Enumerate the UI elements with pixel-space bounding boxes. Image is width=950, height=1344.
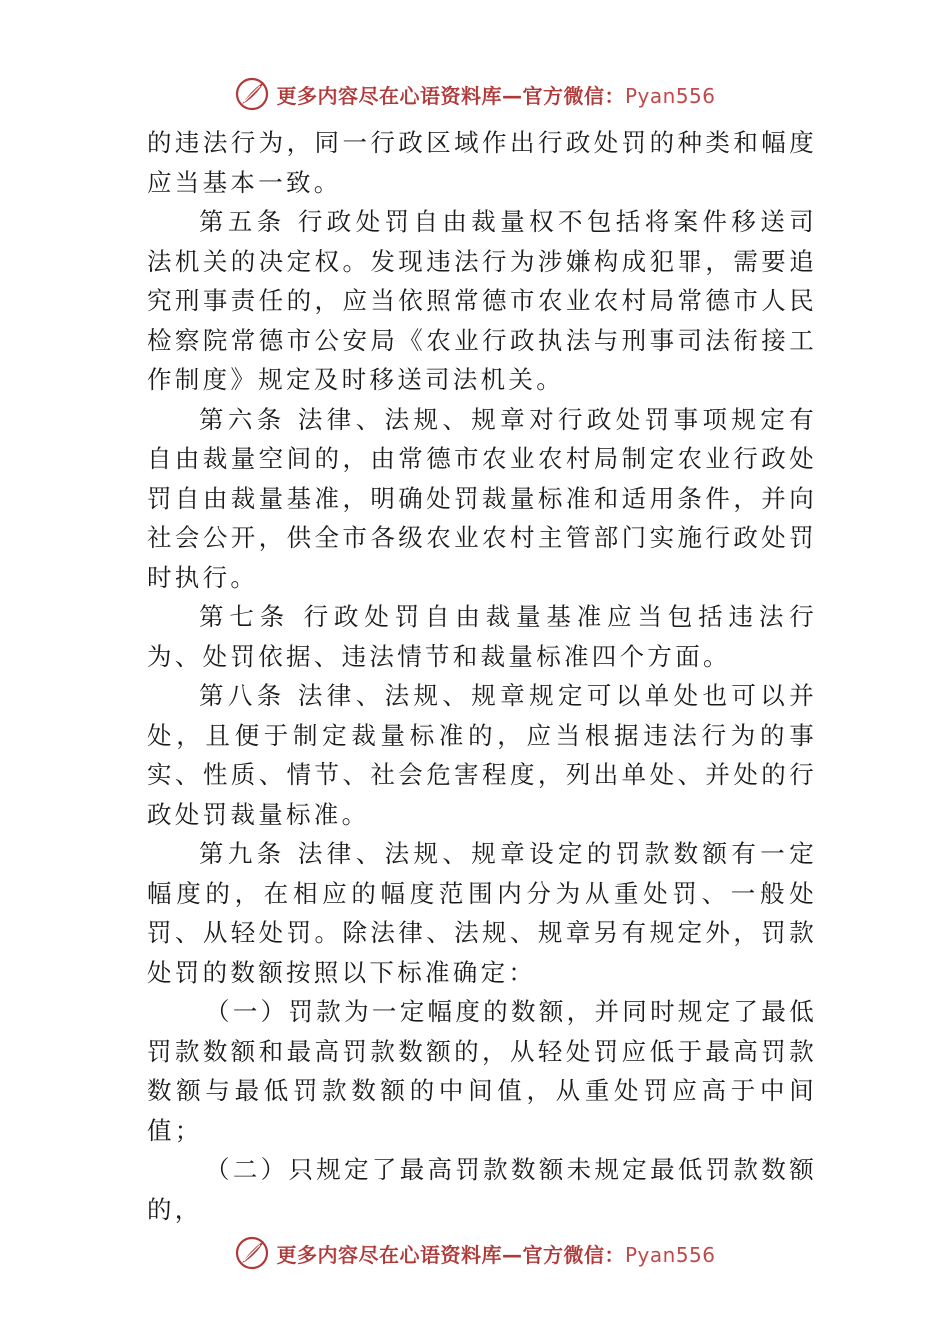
footer-text: 更多内容尽在心语资料库—官方微信：Pyan556 <box>276 1242 716 1267</box>
header-wechat-id: Pyan556 <box>624 83 716 108</box>
paragraph-continuation: 的违法行为，同一行政区域作出行政处罚的种类和幅度应当基本一致。 <box>147 128 817 197</box>
paragraph-article-9: 第九条 法律、法规、规章设定的罚款数额有一定幅度的，在相应的幅度范围内分为从重处罚、一般处罚、从轻处罚。除法律、法规、规章另有规定外，罚款处罚的数额按照以下标准确定： <box>147 839 817 987</box>
document-body <box>147 123 817 1229</box>
header-text: 更多内容尽在心语资料库—官方微信：Pyan556 <box>276 83 716 108</box>
header-banner <box>0 72 950 116</box>
footer-wechat-id: Pyan556 <box>624 1242 716 1267</box>
footer-banner <box>0 1231 950 1275</box>
paragraph-article-6: 第六条 法律、法规、规章对行政处罚事项规定有自由裁量空间的，由常德市农业农村局制定农业行政处罚自由裁量基准，明确处罚裁量标准和适用条件，并向社会公开，供全市各级农业农村主管部门实施行政处罚时执行。 <box>147 404 817 592</box>
quill-circle-logo-icon <box>234 1235 270 1271</box>
quill-circle-logo-icon <box>234 76 270 112</box>
paragraph-item-2: （二）只规定了最高罚款数额未规定最低罚款数额的， <box>147 1155 817 1224</box>
paragraph-article-7: 第七条 行政处罚自由裁量基准应当包括违法行为、处罚依据、违法情节和裁量标准四个方面。 <box>147 602 817 671</box>
paragraph-article-5: 第五条 行政处罚自由裁量权不包括将案件移送司法机关的决定权。发现违法行为涉嫌构成犯罪，需要追究刑事责任的，应当依照常德市农业农村局常德市人民检察院常德市公安局《农业行政执法与刑事司法衔接工作制度》规定及时移送司法机关。 <box>147 207 817 394</box>
paragraph-article-8: 第八条 法律、法规、规章规定可以单处也可以并处，且便于制定裁量标准的，应当根据违法行为的事实、性质、情节、社会危害程度，列出单处、并处的行政处罚裁量标准。 <box>147 681 817 829</box>
paragraph-item-1: （一）罚款为一定幅度的数额，并同时规定了最低罚款数额和最高罚款数额的，从轻处罚应低于最高罚款数额与最低罚款数额的中间值，从重处罚应高于中间值； <box>147 997 817 1145</box>
